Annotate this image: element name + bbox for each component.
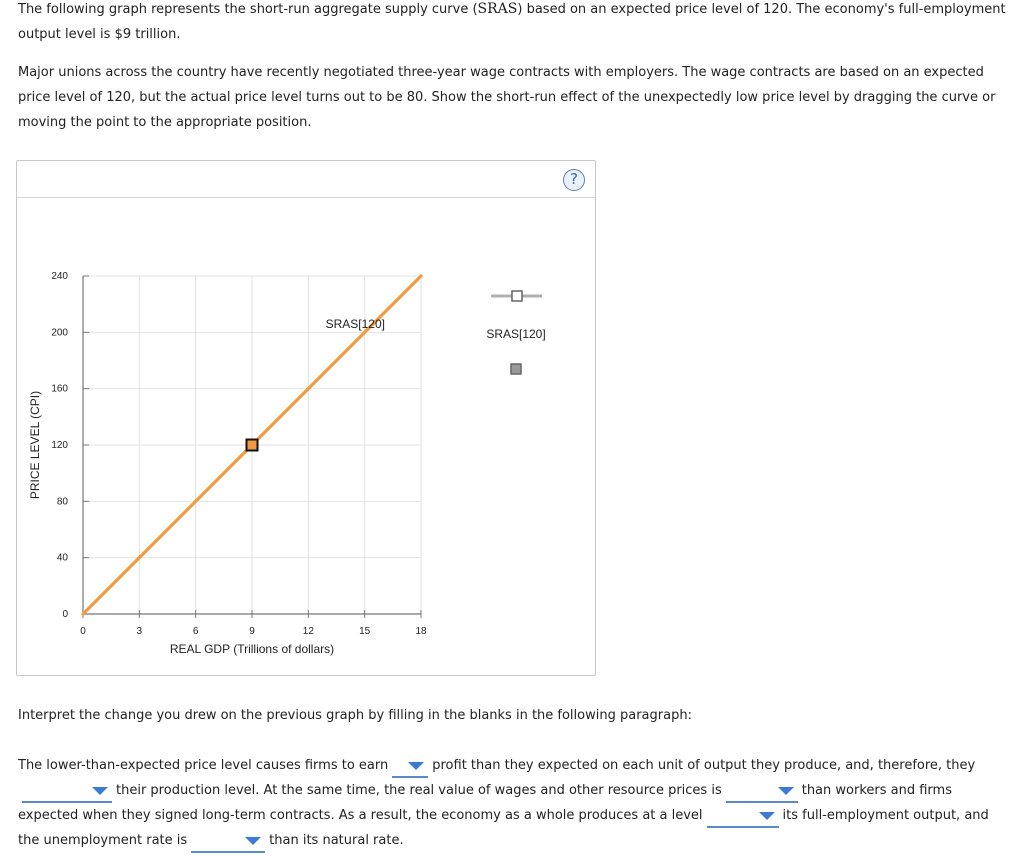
- chevron-down-icon: [92, 787, 108, 795]
- sras-chart: [17, 161, 595, 675]
- y-tick-label: 120: [51, 440, 68, 451]
- y-tick-label: 40: [56, 552, 68, 564]
- legend-sras-point[interactable]: [511, 364, 521, 374]
- chevron-down-icon: [759, 812, 775, 820]
- y-tick-label: 0: [62, 609, 68, 620]
- legend-sras-line-handle[interactable]: [512, 291, 522, 301]
- output-level-dropdown[interactable]: [707, 808, 779, 828]
- sras-point-handle[interactable]: [247, 440, 258, 451]
- interpret-prompt: Interpret the change you drew on the previous graph by filling in the blanks in the following paragraph:: [18, 708, 692, 723]
- intro-text-b: ) based on an expected price level of 120. The economy's full-employment output level is $9 trillion.: [18, 2, 1006, 42]
- fill-text-1: The lower-than-expected price level causes firms to earn: [18, 758, 389, 773]
- chevron-down-icon: [778, 787, 794, 795]
- intro-text-a: The following graph represents the short-run aggregate supply curve (: [18, 2, 478, 17]
- x-tick-label: 6: [192, 626, 199, 637]
- production-dropdown[interactable]: [22, 783, 112, 803]
- x-tick-label: 3: [136, 626, 143, 637]
- unemployment-dropdown[interactable]: [191, 833, 265, 853]
- question-intro: [18, 0, 1008, 47]
- fill-text-4: than workers and firms expected when they signed long-term contracts. As a result, the economy as a whole produces at a level: [18, 783, 952, 823]
- x-tick-label: 9: [249, 626, 255, 637]
- fill-text-3: their production level. At the same time, the real value of wages and other resource prices is: [116, 783, 722, 798]
- fill-text-5: its full-employment output, and the unemployment rate is: [18, 808, 989, 848]
- y-tick-label: 80: [56, 496, 68, 508]
- x-tick-label: 12: [302, 626, 314, 637]
- x-tick-label: 0: [80, 626, 86, 637]
- y-axis-label: PRICE LEVEL (CPI): [28, 390, 42, 500]
- real-wage-dropdown[interactable]: [726, 783, 798, 803]
- y-tick-label: 240: [51, 271, 68, 282]
- graph-panel: [16, 160, 596, 676]
- legend-sras-label: SRAS[120]: [486, 327, 546, 341]
- y-tick-label: 200: [51, 327, 68, 339]
- help-icon[interactable]: ?: [563, 169, 585, 191]
- x-axis-label: REAL GDP (Trillions of dollars): [169, 642, 335, 656]
- fill-text-6: than its natural rate.: [269, 833, 404, 848]
- profit-dropdown[interactable]: [392, 758, 428, 778]
- x-tick-label: 18: [415, 626, 427, 637]
- question-task: Major unions across the country have recently negotiated three-year wage contracts with employers. The wage contracts are based on an expected price level of 120, but the actual price level turns out to be 80. Show the short-run effect of the unexpectedly low price level by dragging the curve or moving the point to the appropriate position.: [18, 65, 996, 130]
- y-tick-label: 160: [51, 383, 68, 395]
- chevron-down-icon: [245, 837, 261, 845]
- legend-palette: [486, 291, 545, 374]
- chevron-down-icon: [408, 762, 424, 770]
- sras-curve-label: SRAS[120]: [325, 317, 385, 332]
- fill-in-paragraph: [18, 753, 1008, 853]
- x-tick-label: 15: [359, 626, 371, 637]
- intro-abbr-sras: SRAS: [477, 1, 518, 17]
- fill-text-2: profit than they expected on each unit of output they produce, and, therefore, they: [432, 758, 976, 773]
